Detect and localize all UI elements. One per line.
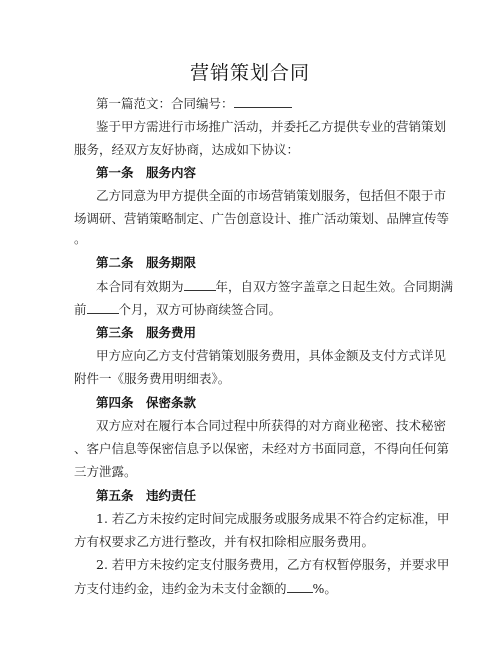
intro-paragraph-line-2: 服务，经双方友好协商，达成如下协议： bbox=[74, 142, 300, 157]
article-5-line-1: 1. 若乙方未按约定时间完成服务或服务成果不符合约定标准，甲 bbox=[96, 511, 450, 526]
article-5-line-4 bbox=[74, 580, 337, 597]
article-2-heading: 第二条 服务期限 bbox=[96, 255, 197, 270]
article-3-line-1: 甲方应向乙方支付营销策划服务费用，具体金额及支付方式详见 bbox=[96, 348, 447, 363]
article-1-heading: 第一条 服务内容 bbox=[96, 165, 197, 180]
article-4-heading: 第四条 保密条款 bbox=[96, 395, 197, 410]
renewal-months-blank bbox=[87, 301, 119, 314]
article-2-line-1-part-a: 本合同有效期为 bbox=[96, 279, 184, 294]
article-1-line-1: 乙方同意为甲方提供全面的市场营销策划服务，包括但不限于市 bbox=[96, 188, 447, 203]
article-4-line-1: 双方应对在履行本合同过程中所获得的对方商业秘密、技术秘密 bbox=[96, 418, 447, 433]
contract-number-line bbox=[96, 95, 292, 112]
article-2-line-2 bbox=[74, 301, 281, 318]
article-5-line-3: 2. 若甲方未按约定支付服务费用，乙方有权暂停服务，并要求甲 bbox=[96, 557, 450, 572]
contract-number-label: 第一篇范文：合同编号： bbox=[96, 96, 234, 111]
article-3-heading: 第三条 服务费用 bbox=[96, 325, 197, 340]
article-5-line-4-part-a: 方支付违约金，违约金为未支付金额的 bbox=[74, 581, 287, 596]
article-5-heading: 第五条 违约责任 bbox=[96, 488, 197, 503]
article-1-line-3: 。 bbox=[74, 231, 87, 246]
document-title: 营销策划合同 bbox=[189, 62, 310, 84]
article-4-line-2: 、客户信息等保密信息予以保密，未经对方书面同意，不得向任何第 bbox=[74, 441, 450, 456]
contract-number-blank bbox=[234, 95, 292, 108]
intro-paragraph-line-1: 鉴于甲方需进行市场推广活动，并委托乙方提供专业的营销策划 bbox=[96, 119, 447, 134]
article-4-line-3: 三方泄露。 bbox=[74, 464, 137, 479]
article-5-line-2: 方有权要求乙方进行整改，并有权扣除相应服务费用。 bbox=[74, 534, 375, 549]
article-2-line-1 bbox=[96, 278, 453, 295]
article-3-line-2: 附件一《服务费用明细表》。 bbox=[74, 371, 231, 386]
penalty-percent-blank bbox=[287, 580, 313, 593]
article-5-line-4-part-b: %。 bbox=[312, 581, 337, 596]
article-2-line-1-part-b: 年，自双方签字盖章之日起生效。合同期满 bbox=[215, 279, 454, 294]
article-2-line-2-part-b: 个月，双方可协商续签合同。 bbox=[118, 302, 282, 317]
article-2-line-2-part-a: 前 bbox=[74, 302, 87, 317]
article-1-line-2: 场调研、营销策略制定、广告创意设计、推广活动策划、品牌宣传等 bbox=[74, 211, 450, 226]
term-years-blank bbox=[184, 278, 216, 291]
